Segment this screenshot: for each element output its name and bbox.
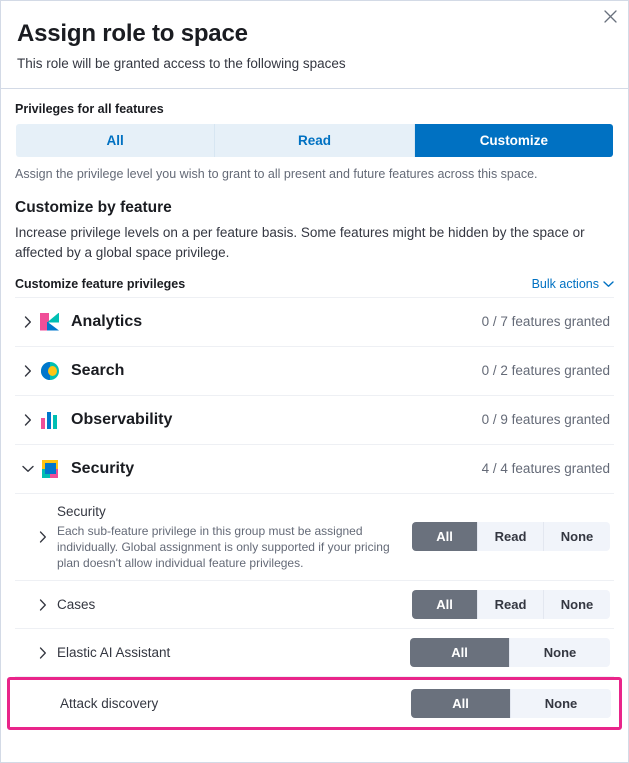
subfeature-row-attack-discovery (14, 680, 615, 727)
subfeature-text-cases (53, 596, 412, 614)
flyout-body (1, 89, 628, 762)
chevron-right-icon[interactable] (33, 647, 53, 659)
privilege-cases-read[interactable]: Read (478, 590, 544, 619)
feature-name-search: Search (71, 361, 125, 379)
subfeature-title-security: Security (57, 503, 106, 519)
page-title: Assign role to space (17, 20, 248, 47)
customize-by-feature-title: Customize by feature (15, 199, 172, 217)
observability-icon (39, 409, 61, 431)
chevron-right-icon[interactable] (33, 531, 53, 543)
privilege-cases-all[interactable]: All (412, 590, 478, 619)
subfeature-title-cases: Cases (57, 596, 96, 612)
security-icon (39, 458, 61, 480)
subfeature-row-security (15, 494, 614, 582)
feature-count-observability: 0 / 9 features granted (481, 412, 610, 428)
privilege-option-all[interactable]: All (16, 124, 215, 157)
subfeature-title-attack-discovery: Attack discovery (60, 695, 159, 711)
privilege-option-read[interactable]: Read (215, 124, 414, 157)
privilege-segment-elastic-ai-assistant[interactable] (410, 638, 610, 667)
chevron-right-icon[interactable] (17, 365, 39, 377)
privilege-elastic-ai-assistant-none[interactable]: None (510, 638, 610, 667)
privilege-cases-none[interactable]: None (544, 590, 610, 619)
customize-feature-bar (15, 277, 614, 291)
privilege-segment-security[interactable] (412, 522, 610, 551)
privileges-label: Privileges for all features (15, 101, 164, 116)
privileges-helper-text: Assign the privilege level you wish to grant to all present and future features across this space. (15, 166, 538, 181)
highlight-outline (7, 677, 622, 730)
subfeature-row-cases (15, 581, 614, 629)
feature-row-search[interactable] (15, 347, 614, 396)
flyout-header (1, 1, 628, 89)
privilege-elastic-ai-assistant-all[interactable]: All (410, 638, 510, 667)
privilege-security-read[interactable]: Read (478, 522, 544, 551)
feature-row-security[interactable] (15, 445, 614, 494)
feature-accordion (15, 297, 614, 731)
subfeature-text-elastic-ai-assistant (53, 644, 410, 662)
privilege-security-all[interactable]: All (412, 522, 478, 551)
feature-row-observability[interactable] (15, 396, 614, 445)
page-subtitle: This role will be granted access to the following spaces (17, 56, 346, 71)
privilege-attack-discovery-all[interactable]: All (411, 689, 511, 718)
chevron-right-icon[interactable] (17, 414, 39, 426)
privilege-segment-cases[interactable] (412, 590, 610, 619)
feature-name-analytics: Analytics (71, 312, 143, 330)
subfeature-text-attack-discovery (56, 695, 411, 713)
bulk-actions-label: Bulk actions (531, 276, 599, 291)
chevron-down-icon[interactable] (17, 465, 39, 473)
feature-count-search: 0 / 2 features granted (481, 363, 610, 379)
chevron-down-icon (603, 277, 614, 291)
customize-by-feature-description: Increase privilege levels on a per feature basis. Some features might be hidden by the space or affected by a global space privilege. (15, 225, 585, 260)
subfeature-row-elastic-ai-assistant (15, 629, 614, 677)
chevron-right-icon[interactable] (33, 599, 53, 611)
subfeature-title-elastic-ai-assistant: Elastic AI Assistant (57, 644, 171, 660)
subfeature-description-security: Each sub-feature privilege in this group must be assigned individually. Global assignment is only supported if your pricing plan doesn't allow individual feature privileges. (57, 523, 390, 570)
feature-name-observability: Observability (71, 410, 173, 428)
privilege-level-button-group[interactable] (15, 123, 614, 158)
search-app-icon (39, 360, 61, 382)
feature-count-security: 4 / 4 features granted (481, 461, 610, 477)
customize-feature-label: Customize feature privileges (15, 276, 186, 291)
privilege-option-customize[interactable]: Customize (415, 124, 613, 157)
subfeature-text-security (53, 503, 412, 572)
chevron-right-icon[interactable] (17, 316, 39, 328)
close-icon[interactable] (599, 5, 621, 27)
bulk-actions-button[interactable] (532, 277, 614, 291)
privilege-segment-attack-discovery[interactable] (411, 689, 611, 718)
analytics-icon (39, 311, 61, 333)
feature-count-analytics: 0 / 7 features granted (481, 314, 610, 330)
privilege-attack-discovery-none[interactable]: None (511, 689, 611, 718)
feature-name-security: Security (71, 459, 135, 477)
privilege-security-none[interactable]: None (544, 522, 610, 551)
feature-row-analytics[interactable] (15, 298, 614, 347)
